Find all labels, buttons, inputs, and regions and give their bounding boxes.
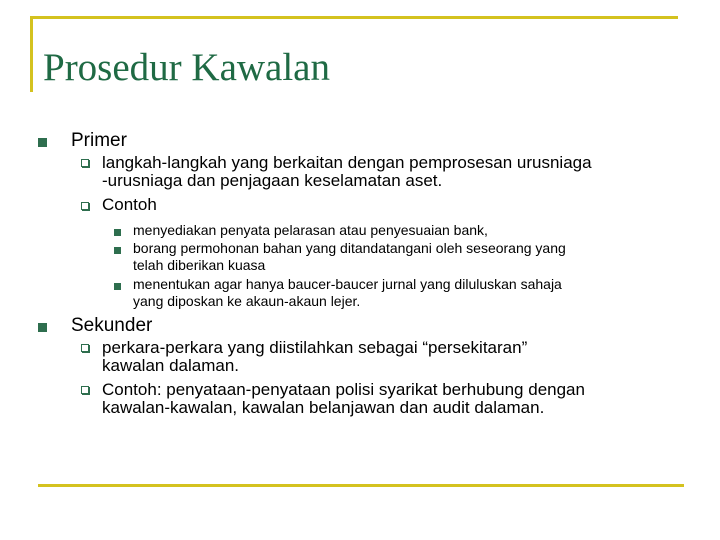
box-bullet-icon bbox=[81, 159, 89, 167]
sekunder-point-1-line-1: perkara-perkara yang diistilahkan sebagai “persekitaran” bbox=[102, 338, 528, 357]
slide-title: Prosedur Kawalan bbox=[43, 46, 330, 89]
primer-point-1-line-1: langkah-langkah yang berkaitan dengan pemprosesan urusniaga bbox=[102, 153, 592, 172]
contoh-item-1: menyediakan penyata pelarasan atau penyesuaian bank, bbox=[133, 222, 488, 238]
primer-point-1-line-2: -urusniaga dan penjagaan keselamatan aset. bbox=[102, 171, 443, 190]
contoh-item-2-line-1: borang permohonan bahan yang ditandatangani oleh seseorang yang bbox=[133, 240, 566, 256]
box-bullet-icon bbox=[81, 386, 89, 394]
primer-point-2-line-1: Contoh bbox=[102, 195, 157, 214]
box-bullet-icon bbox=[81, 202, 89, 210]
bottom-accent-rule bbox=[38, 484, 684, 487]
contoh-item-3-line-2: yang diposkan ke akaun-akaun lejer. bbox=[133, 293, 361, 309]
bullet-sekunder: Sekunder bbox=[71, 315, 153, 336]
bullet-primer: Primer bbox=[71, 130, 127, 151]
square-bullet-icon bbox=[114, 229, 121, 236]
sekunder-point-1-line-2: kawalan dalaman. bbox=[102, 356, 240, 375]
contoh-item-2-line-2: telah diberikan kuasa bbox=[133, 257, 266, 273]
sekunder-point-2-line-1: Contoh: penyataan-penyataan polisi syarikat berhubung dengan bbox=[102, 380, 585, 399]
sekunder-point-2-line-2: kawalan-kawalan, kawalan belanjawan dan audit dalaman. bbox=[102, 398, 545, 417]
left-accent-rule bbox=[30, 16, 33, 92]
top-accent-rule bbox=[30, 16, 678, 19]
box-bullet-icon bbox=[81, 344, 89, 352]
square-bullet-icon bbox=[38, 138, 47, 147]
square-bullet-icon bbox=[114, 247, 121, 254]
square-bullet-icon bbox=[114, 283, 121, 290]
contoh-item-3-line-1: menentukan agar hanya baucer-baucer jurnal yang diluluskan sahaja bbox=[133, 276, 562, 292]
square-bullet-icon bbox=[38, 323, 47, 332]
